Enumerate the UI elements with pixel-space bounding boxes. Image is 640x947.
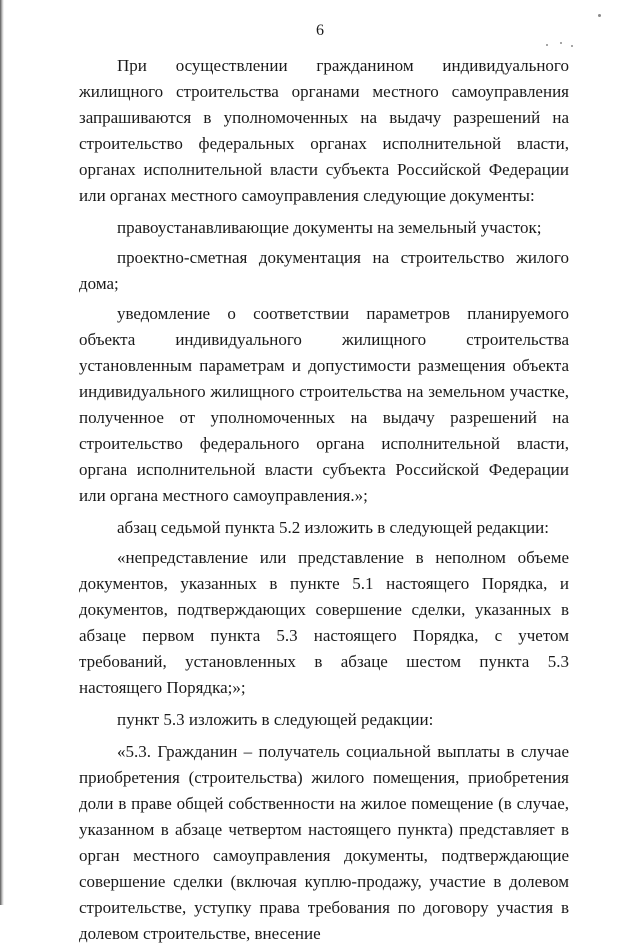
paragraph-incomplete-documents: «непредставление или представление в неполном объеме документов, указанных в пункте 5.1 настоящего Порядка, и документов, подтверждающих совершение сделки, указанных в абзаце первом пункта 5.3 настоящего Порядка, с учетом требований, установленных в абзаце шестом пункта 5.3 настоящего Порядка;»;	[79, 548, 569, 697]
paragraph-design-estimate-documentation: проектно-сметная документация на строительство жилого дома;	[79, 248, 569, 293]
scan-speck	[571, 45, 573, 47]
scan-speck	[598, 14, 601, 17]
scan-edge-shadow	[0, 0, 4, 905]
scan-speck	[546, 44, 548, 46]
paragraph-documents-requested: При осуществлении гражданином индивидуального жилищного строительства органами местного самоуправления запрашиваются в уполномоченных на выдачу разрешений на строительство федеральных органах исполнительной власти, органах исполнительной власти субъекта Российской Федерации или органах местного самоуправления следующие документы:	[79, 56, 569, 205]
document-body	[79, 53, 569, 947]
page-number: 6	[316, 22, 324, 39]
paragraph-amend-clause-5-2: абзац седьмой пункта 5.2 изложить в следующей редакции:	[117, 518, 549, 537]
scan-speck	[560, 42, 562, 44]
paragraph-clause-5-3-text: «5.3. Гражданин – получатель социальной выплаты в случае приобретения (строительства) жилого помещения, приобретения доли в праве общей собственности на жилое помещение (в случае, указанном в абзаце четвертом настоящего пункта) представляет в орган местного самоуправления документы, подтверждающие совершение сделки (включая куплю-продажу, участие в долевом строительстве, уступку права требования по договору участия в долевом строительстве, внесение	[79, 742, 569, 943]
paragraph-compliance-notification: уведомление о соответствии параметров планируемого объекта индивидуального жилищного строительства установленным параметрам и допустимости размещения объекта индивидуального жилищного строительства на земельном участке, полученное от уполномоченных на выдачу разрешений на строительство федерального органа исполнительной власти, органа исполнительной власти субъекта Российской Федерации или органа местного самоуправления.»;	[79, 304, 569, 505]
paragraph-amend-clause-5-3: пункт 5.3 изложить в следующей редакции:	[117, 710, 434, 729]
paragraph-land-title-documents: правоустанавливающие документы на земельный участок;	[117, 218, 542, 237]
